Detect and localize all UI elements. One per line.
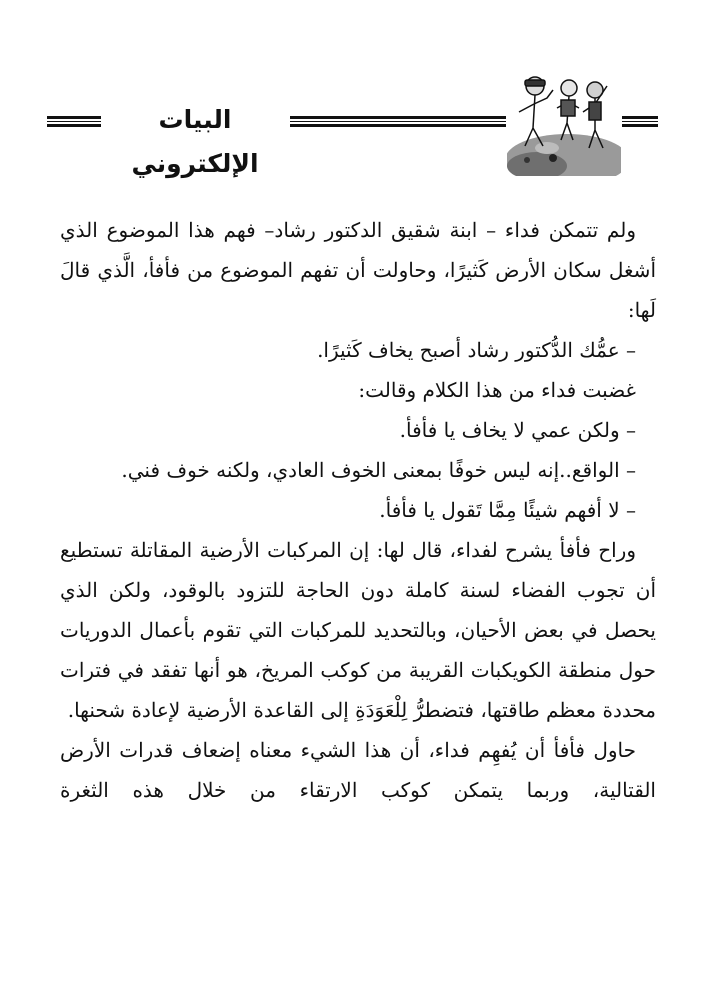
dialogue-line: – لا أفهم شيئًا مِمَّا تَقول يا فأفأ. xyxy=(60,490,656,530)
header-rule-middle xyxy=(290,116,506,127)
dialogue-line: – عمُّك الدُّكتور رشاد أصبح يخاف كَثيرًا. xyxy=(60,330,656,370)
paragraph-continued: حاول فأفأ أن يُفهِم فداء، أن هذا الشيء معناه إضعاف قدرات الأرض القتالية، وربما يتمكن كوكب الارتقاء من خلال هذه الثغرة xyxy=(60,738,656,802)
header-rule-right xyxy=(622,116,658,127)
header-rule-left xyxy=(47,116,101,127)
header-title: البيات الإلكتروني xyxy=(131,105,259,178)
paragraph-narration: غضبت فداء من هذا الكلام وقالت: xyxy=(358,378,636,402)
body-text xyxy=(60,210,656,810)
page-header xyxy=(0,68,720,178)
paragraph-explanation: وراح فأفأ يشرح لفداء، قال لها: إن المركبات الأرضية المقاتلة تستطيع أن تجوب الفضاء لسنة كاملة دون الحاجة للتزود بالوقود، ولكن الذي يحصل في بعض الأحيان، وبالتحديد للمركبات التي تقوم بأعمال الدوريات حول منطقة الكويكبات القريبة من كوكب المريخ، هو أنها تفقد في فترات محددة معظم طاقتها، فتضطرُّ لِلْعَوَدَةِ إلى القاعدة الأرضية لإعادة شحنها. xyxy=(60,538,656,722)
paragraph-intro: ولم تتمكن فداء – ابنة شقيق الدكتور رشاد– فهم هذا الموضوع الذي أشغل سكان الأرض كَثيرًا، وحاولت أن تفهم الموضوع من فأفأ، الَّذي قالَ لَها: xyxy=(60,218,656,322)
dialogue-line: – ولكن عمي لا يخاف يا فأفأ. xyxy=(60,410,656,450)
cartoon-illustration xyxy=(507,68,621,176)
dialogue-line: – الواقع..إنه ليس خوفًا بمعنى الخوف العادي، ولكنه خوف فني. xyxy=(60,450,656,490)
